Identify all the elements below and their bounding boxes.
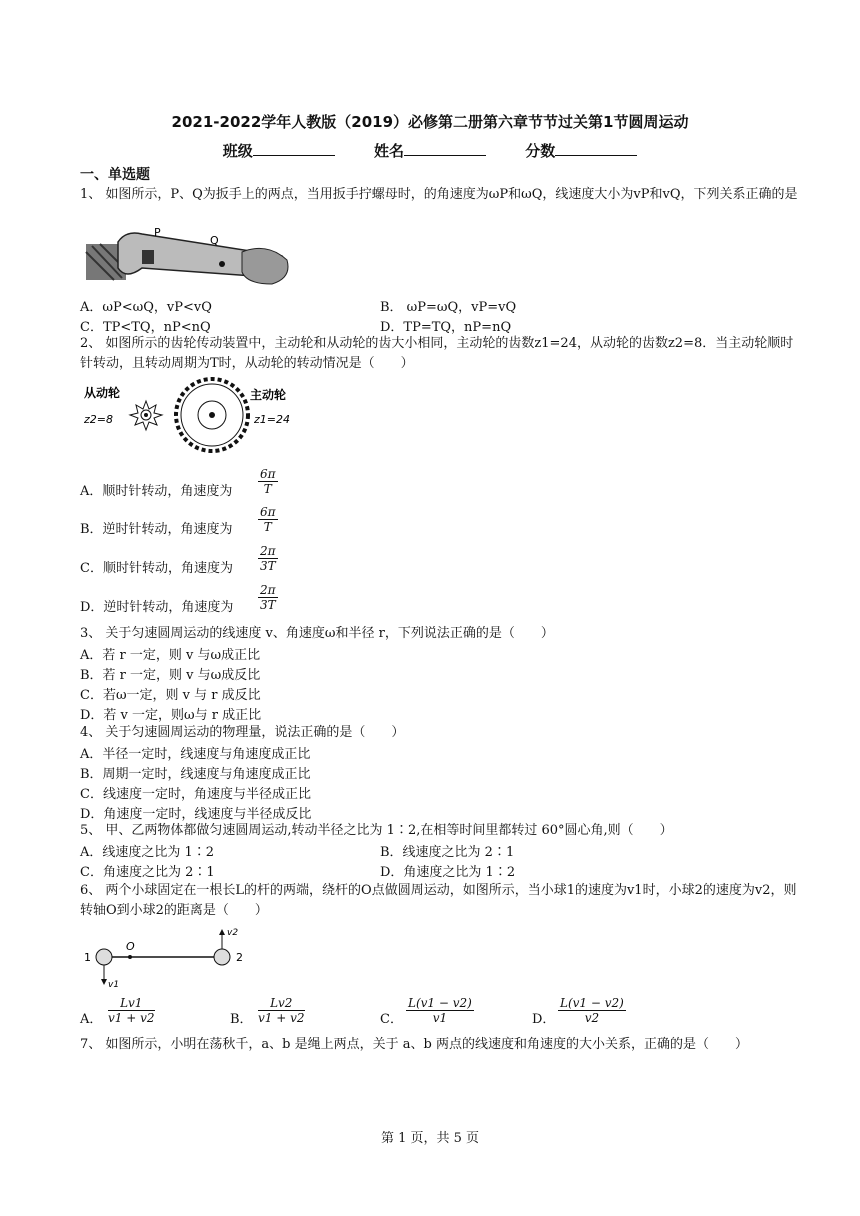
- label-driven: 从动轮: [84, 386, 121, 400]
- driven-gear: [130, 401, 162, 430]
- q5-option-b[interactable]: B．线速度之比为 2∶1: [380, 845, 515, 860]
- q2-option-b[interactable]: B．逆时针转动，角速度为: [80, 522, 233, 537]
- q6-option-d[interactable]: D．: [532, 1012, 556, 1027]
- q1-option-d[interactable]: D．TP=TQ，nP=nQ: [380, 320, 512, 335]
- q6-option-b[interactable]: B．: [230, 1012, 253, 1027]
- gear-figure: [82, 375, 292, 455]
- q6-option-d-fraction: $\frac{L(v1 - v2)}{v2}$: [560, 996, 624, 1025]
- name-label: 姓名: [373, 142, 404, 160]
- q5-option-a[interactable]: A．线速度之比为 1∶2: [80, 845, 215, 860]
- label-v1: v1: [108, 980, 120, 989]
- question-5-text: 5、 甲、乙两物体都做匀速圆周运动,转动半径之比为 1∶2,在相等时间里都转过 60°圆心角,则（ ）: [80, 823, 673, 838]
- label-v2: v2: [227, 928, 239, 938]
- page-footer: 第 1 页，共 5 页: [380, 1131, 480, 1146]
- label-z1: z1=24: [254, 413, 290, 426]
- q4-option-b[interactable]: B．周期一定时，线速度与角速度成正比: [80, 767, 311, 782]
- score-blank: [555, 141, 637, 156]
- question-4-text: 4、 关于匀速圆周运动的物理量，说法正确的是（ ）: [80, 725, 405, 740]
- page-title: 2021-2022学年人教版（2019）必修第二册第六章节节过关第1节圆周运动: [171, 113, 689, 131]
- question-7-text: 7、 如图所示，小明在荡秋千，a、b 是绳上两点，关于 a、b 两点的线速度和角速度的大小关系，正确的是（ ）: [80, 1037, 748, 1052]
- label-p: P: [154, 226, 161, 239]
- label-driver: 主动轮: [250, 388, 287, 402]
- q2-option-d-fraction: $\frac{2\pi}{3T}$: [259, 583, 276, 612]
- section-heading: 一、单选题: [80, 167, 150, 183]
- class-label: 班级: [222, 142, 253, 160]
- student-info-fields: [0, 140, 860, 161]
- q1-option-b[interactable]: B． ωP=ωQ，vP=vQ: [380, 300, 517, 315]
- question-6-text: 6、 两个小球固定在一根长L的杆的两端，绕杆的O点做圆周运动，如图所示，当小球1的速度为v1时，小球2的速度为v2，则转轴O到小球2的距离是（ ）: [80, 883, 797, 918]
- score-label: 分数: [525, 142, 556, 160]
- q6-option-c[interactable]: C．: [380, 1012, 403, 1027]
- driver-gear: [176, 379, 248, 451]
- question-1-text: 1、 如图所示，P、Q为扳手上的两点，当用扳手拧螺母时，的角速度为ωP和ωQ，线速度大小为vP和vQ，下列关系正确的是: [80, 187, 798, 202]
- question-2-text: 2、 如图所示的齿轮传动装置中，主动轮和从动轮的齿大小相同，主动轮的齿数z1=24，从动轮的齿数z2=8．当主动轮顺时针转动，且转动周期为T时，从动轮的转动情况是（ ）: [80, 336, 794, 371]
- q6-option-b-fraction: $\frac{Lv2}{v1 + v2}$: [258, 996, 305, 1025]
- q6-option-c-fraction: $\frac{L(v1 - v2)}{v1}$: [408, 996, 472, 1025]
- q4-option-d[interactable]: D．角速度一定时，线速度与半径成反比: [80, 807, 312, 822]
- q3-option-d[interactable]: D．若 v 一定，则ω与 r 成正比: [80, 708, 262, 723]
- rod-figure: [82, 923, 262, 989]
- q3-option-a[interactable]: A．若 r 一定，则 v 与ω成正比: [80, 648, 261, 663]
- q2-option-d[interactable]: D．逆时针转动，角速度为: [80, 600, 234, 615]
- q5-option-c[interactable]: C．角速度之比为 2∶1: [80, 865, 215, 880]
- q2-option-c[interactable]: C．顺时针转动，角速度为: [80, 561, 233, 576]
- q5-option-d[interactable]: D．角速度之比为 1∶2: [380, 865, 516, 880]
- q1-option-a[interactable]: A．ωP<ωQ，vP<vQ: [80, 300, 212, 315]
- q3-option-c[interactable]: C．若ω一定，则 v 与 r 成反比: [80, 688, 261, 703]
- label-q: Q: [210, 234, 219, 247]
- question-3-text: 3、 关于匀速圆周运动的线速度 v、角速度ω和半径 r，下列说法正确的是（ ）: [80, 626, 554, 641]
- q2-option-c-fraction: $\frac{2\pi}{3T}$: [259, 544, 276, 573]
- q2-option-a-fraction: $\frac{6\pi}{T}$: [260, 467, 276, 496]
- q6-option-a-fraction: $\frac{Lv1}{v1 + v2}$: [108, 996, 155, 1025]
- q2-option-a[interactable]: A．顺时针转动，角速度为: [80, 484, 233, 499]
- label-ball-2: 2: [236, 951, 243, 964]
- class-blank: [253, 141, 335, 156]
- q4-option-c[interactable]: C．线速度一定时，角速度与半径成正比: [80, 787, 311, 802]
- q2-option-b-fraction: $\frac{6\pi}{T}$: [260, 505, 276, 534]
- q3-option-b[interactable]: B．若 r 一定，则 v 与ω成反比: [80, 668, 261, 683]
- name-blank: [404, 141, 486, 156]
- label-o: O: [126, 940, 135, 953]
- q1-option-c[interactable]: C．TP<TQ，nP<nQ: [80, 320, 211, 335]
- label-ball-1: 1: [84, 951, 91, 964]
- q4-option-a[interactable]: A．半径一定时，线速度与角速度成正比: [80, 747, 311, 762]
- q6-option-a[interactable]: A．: [80, 1012, 103, 1027]
- wrench-figure: [82, 222, 292, 290]
- label-z2: z2=8: [84, 413, 113, 426]
